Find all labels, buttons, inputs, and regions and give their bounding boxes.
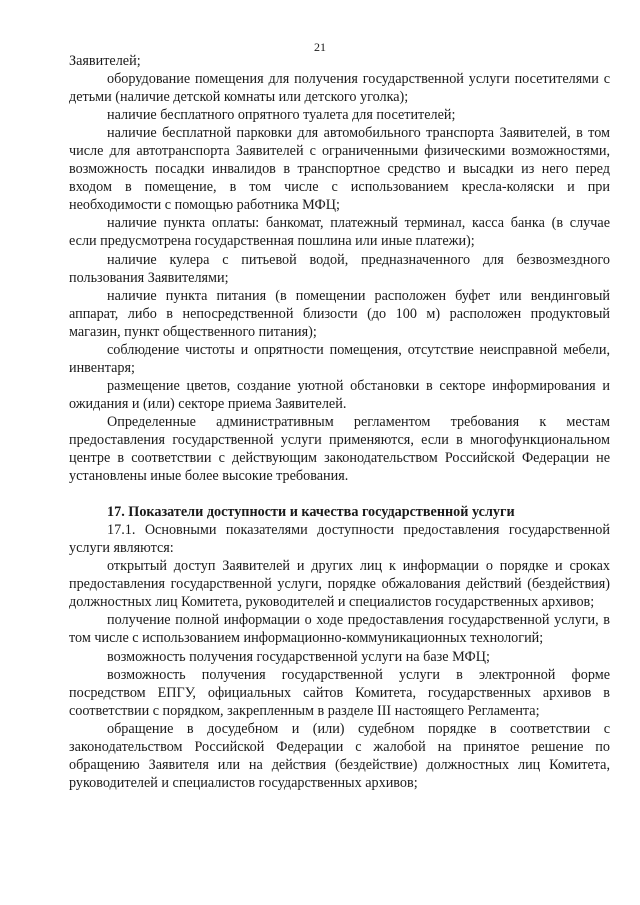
document-body	[69, 52, 610, 792]
paragraph-parking: наличие бесплатной парковки для автомобильного транспорта Заявителей, в том числе для автотранспорта Заявителей с ограниченными физическими возможностями, возможность посадки инвалидов в транспортное средство и высадки из него перед входом в помещение, в том числе с использованием кресла-коляски и при необходимости с помощью работника МФЦ;	[69, 125, 610, 214]
paragraph-appeal: обращение в досудебном и (или) судебном порядке в соответствии с законодательством Российской Федерации с жалобой на принятое решение по обращению Заявителя или на действия (бездействие) должностных лиц Комитета, руководителей и специалистов государственных архивов;	[69, 720, 610, 791]
paragraph-mfc-service: возможность получения государственной услуги на базе МФЦ;	[107, 648, 490, 665]
paragraph-cleanliness: соблюдение чистоты и опрятности помещения, отсутствие неисправной мебели, инвентаря;	[69, 341, 610, 376]
page-number: 21	[314, 40, 326, 54]
paragraph-requirements: Определенные административным регламентом требования к местам предоставления государственной услуги применяются, если в многофункциональном центре в соответствии с действующим законодательством Российской Федерации не установлены иные более высокие требования.	[69, 413, 610, 485]
section-heading: 17. Показатели доступности и качества государственной услуги	[107, 504, 515, 521]
paragraph-electronic-form: возможность получения государственной услуги в электронной форме посредством ЕПГУ, официальных сайтов Комитета, государственных архивов в соответствии с порядком, закрепленным в разделе III настоящего Регламента;	[69, 666, 610, 719]
section-spacer	[69, 485, 610, 503]
paragraph-continuation: Заявителей;	[69, 53, 141, 69]
paragraph-flowers: размещение цветов, создание уютной обстановки в секторе информирования и ожидания и (или) секторе приема Заявителей.	[69, 377, 610, 412]
paragraph-food-point: наличие пункта питания (в помещении расположен буфет или вендинговый аппарат, либо в непосредственной близости (до 100 м) расположен продуктовый магазин, пункт общественного питания);	[69, 287, 610, 340]
paragraph-full-information: получение полной информации о ходе предоставления государственной услуги, в том числе с использованием информационно-коммуникационных технологий;	[69, 612, 610, 647]
paragraph-water-cooler: наличие кулера с питьевой водой, предназначенного для безвозмездного пользования Заявителями;	[69, 251, 610, 286]
paragraph-indicators-intro: 17.1. Основными показателями доступности предоставления государственной услуги являются:	[69, 522, 610, 557]
paragraph-open-access: открытый доступ Заявителей и других лиц к информации о порядке и сроках предоставления государственной услуги, порядке обжалования действий (бездействия) должностных лиц Комитета, руководителей и специалистов государственных архивов;	[69, 558, 610, 611]
paragraph-toilet: наличие бесплатного опрятного туалета для посетителей;	[107, 107, 456, 124]
paragraph-children-room: оборудование помещения для получения государственной услуги посетителями с детьми (наличие детской комнаты или детского уголка);	[69, 71, 610, 106]
paragraph-payment-point: наличие пункта оплаты: банкомат, платежный терминал, касса банка (в случае если предусмотрена государственная пошлина или иные платежи);	[69, 215, 610, 250]
